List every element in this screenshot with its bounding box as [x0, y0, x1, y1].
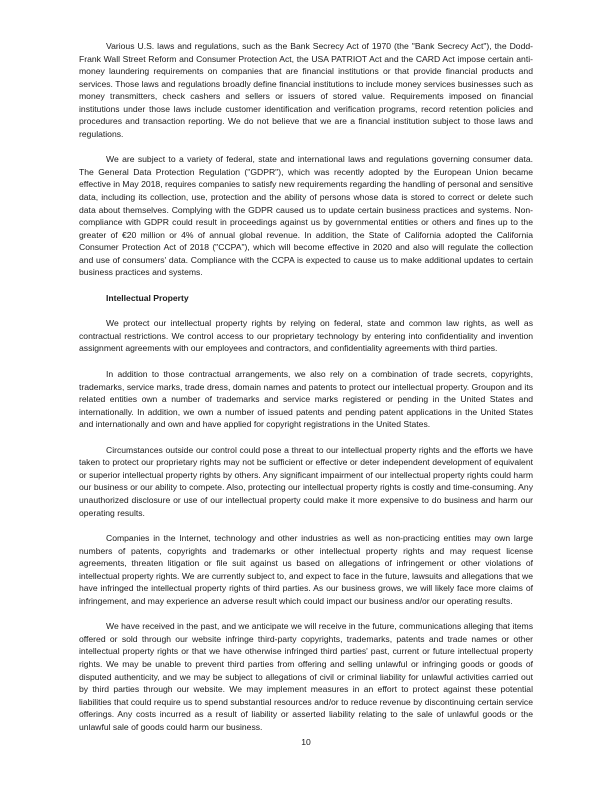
paragraph-consumer-data: We are subject to a variety of federal, state and international laws and regulations governing consumer data. The General Data Protection Regulation ("GDPR"), which was recently adopted by the European Union became effective in May 2018, requires companies to satisfy new requirements regarding the handling of personal and sensitive data, including its collection, use, protection and the ability of persons whose data is stored to correct or delete such data about themselves. Complying with the GDPR caused us to update certain business practices and systems. Non-compliance with GDPR could result in proceedings against us by governmental entities or others and fines up to the greater of €20 million or 4% of annual global revenue. In addition, the State of California adopted the California Consumer Protection Act of 2018 ("CCPA"), which will become effective in 2020 and also will regulate the collection and use of consumers' data. Compliance with the CCPA is expected to cause us to make additional updates to certain business practices and systems.	[79, 154, 533, 278]
paragraph-bank-secrecy-act: Various U.S. laws and regulations, such as the Bank Secrecy Act of 1970 (the "Bank Secrecy Act"), the Dodd-Frank Wall Street Reform and Consumer Protection Act, the USA PATRIOT Act and the CARD Act impose certain anti-money laundering requirements on companies that are financial institutions or that provide financial products and services. Those laws and regulations broadly define financial institutions to include money services businesses such as money transmitters, check cashers and sellers or issuers of stored value. Requirements imposed on financial institutions under those laws include customer identification and verification programs, record retention policies and procedures and transaction reporting. We do not believe that we are a financial institution subject to those laws and regulations.	[79, 41, 533, 139]
paragraph-ip-litigation: Companies in the Internet, technology and other industries as well as non-practicing entities may own large numbers of patents, copyrights and trademarks or other intellectual property rights and may request license agreements, threaten litigation or file suit against us based on allegations of infringement or other violations of intellectual property rights. We are currently subject to, and expect to face in the future, lawsuits and allegations that we have infringed the intellectual property rights of third parties. As our business grows, we will likely face more claims of infringement, and may experience an adverse result which could impact our business and/or our operating results.	[79, 533, 533, 606]
document-page	[79, 40, 533, 746]
paragraph-ip-third-party-claims: We have received in the past, and we anticipate we will receive in the future, communications alleging that items offered or sold through our website infringe third-party copyrights, trademarks, patents and trade names or other intellectual property rights or that we have otherwise infringed third parties' past, current or future intellectual property rights. We may be unable to prevent third parties from offering and selling unlawful or infringing goods or goods of disputed authenticity, and we may be subject to allegations of civil or criminal liability for unlawful activities carried out by third parties through our website. We may implement measures in an effort to protect against these potential liabilities that could require us to spend substantial resources and/or to reduce revenue by discontinuing certain service offerings. Any costs incurred as a result of liability or asserted liability relating to the sale of unlawful goods or the unlawful sale of goods could harm our business.	[79, 621, 533, 732]
section-heading-intellectual-property: Intellectual Property	[106, 292, 189, 303]
paragraph-ip-trademarks: In addition to those contractual arrangements, we also rely on a combination of trade secrets, copyrights, trademarks, service marks, trade dress, domain names and patents to protect our intellectual property. Groupon and its related entities own a number of trademarks and service marks registered or pending in the United States and internationally. In addition, we own a number of issued patents and pending patent applications in the United States and internationally and own and have applied for copyright registrations in the United States.	[79, 369, 533, 430]
page-number: 10	[301, 737, 311, 747]
paragraph-ip-threats: Circumstances outside our control could pose a threat to our intellectual property rights and the efforts we have taken to protect our proprietary rights may not be sufficient or effective or deter independent development of equivalent or superior intellectual property rights by others. Any significant impairment of our intellectual property rights could harm our business or our ability to compete. Also, protecting our intellectual property rights is costly and time-consuming. Any unauthorized disclosure or use of our intellectual property could make it more expensive to do business and harm our operating results.	[79, 444, 533, 518]
paragraph-ip-protection: We protect our intellectual property rights by relying on federal, state and common law rights, as well as contractual restrictions. We control access to our proprietary technology by entering into confidentiality and invention assignment agreements with our employees and contractors, and confidentiality agreements with third parties.	[79, 318, 533, 354]
